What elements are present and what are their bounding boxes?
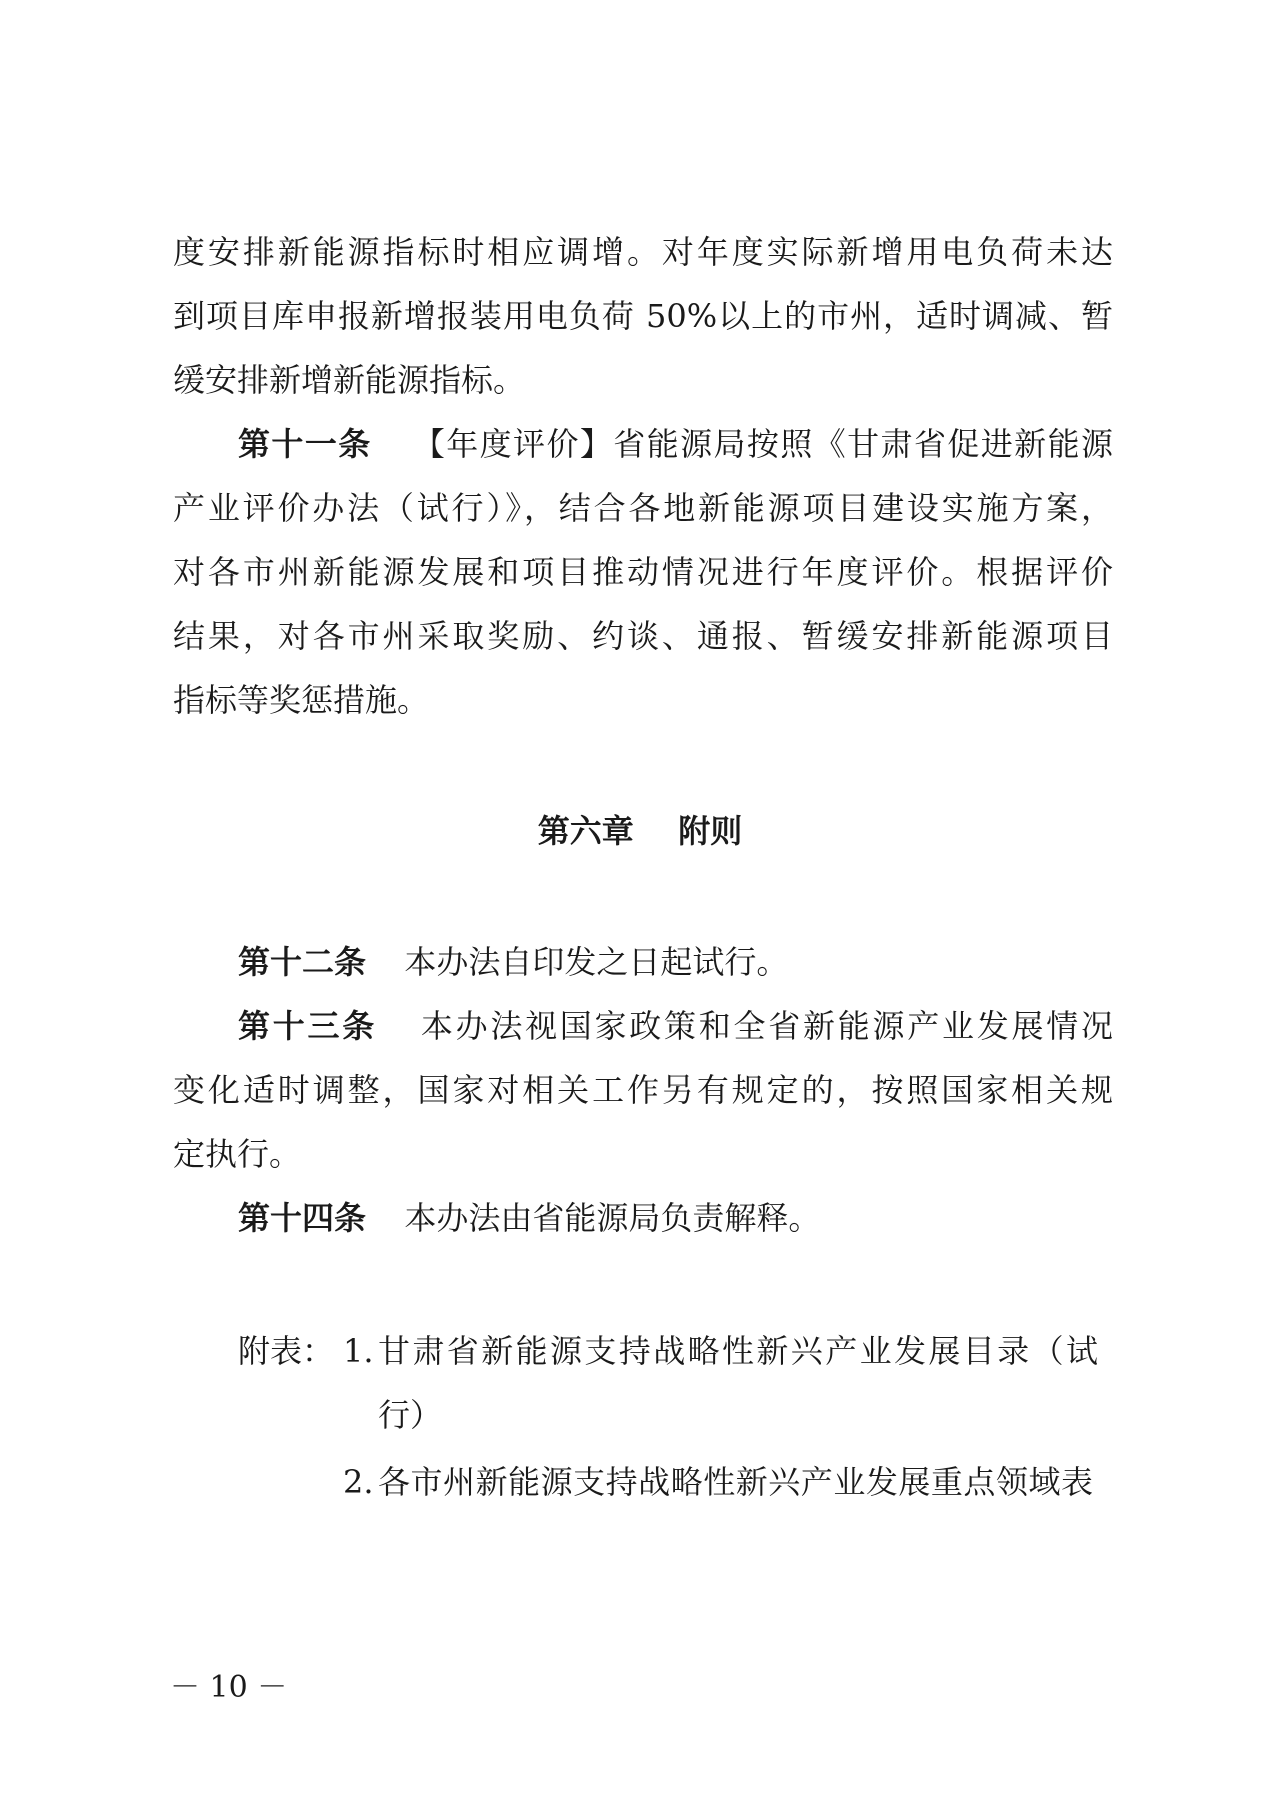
article-14-label: 第十四条 xyxy=(238,1199,367,1237)
attachment-2-number: 2. xyxy=(343,1463,374,1501)
article-13-text: 本办法视国家政策和全省新能源产业发展情况 xyxy=(420,1007,1113,1045)
article-12-line xyxy=(238,942,1113,982)
article-12-label: 第十二条 xyxy=(238,943,367,981)
attachment-1-title: 甘肃省新能源支持战略性新兴产业发展目录（试 xyxy=(378,1332,1098,1370)
paragraph-line: 定执行。 xyxy=(173,1135,302,1173)
article-11-label: 第十一条 xyxy=(238,425,372,463)
paragraph-line: 对各市州新能源发展和项目推动情况进行年度评价。根据评价 xyxy=(173,553,1113,591)
paragraph-line: 缓安排新增新能源指标。 xyxy=(173,361,526,399)
attachment-2-title: 各市州新能源支持战略性新兴产业发展重点领域表 xyxy=(378,1463,1093,1501)
chapter-heading: 第六章 附则 xyxy=(537,812,743,850)
article-13-first-line xyxy=(238,1006,1113,1046)
attachments-label: 附表： xyxy=(238,1332,335,1370)
paragraph-line: 结果，对各市州采取奖励、约谈、通报、暂缓安排新能源项目 xyxy=(173,617,1113,655)
article-12-text: 本办法自印发之日起试行。 xyxy=(404,943,789,981)
page-number: － 10 － xyxy=(170,1670,288,1705)
paragraph-line: 变化适时调整，国家对相关工作另有规定的，按照国家相关规 xyxy=(173,1071,1113,1109)
article-11-first-line xyxy=(238,424,1113,464)
article-14-line xyxy=(238,1198,1113,1238)
paragraph-line: 度安排新能源指标时相应调增。对年度实际新增用电负荷未达 xyxy=(173,233,1113,271)
paragraph-line: 产业评价办法（试行）》，结合各地新能源项目建设实施方案， xyxy=(173,489,1113,527)
paragraph-line: 到项目库申报新增报装用电负荷 50%以上的市州，适时调减、暂 xyxy=(173,297,1113,335)
article-14-text: 本办法由省能源局负责解释。 xyxy=(404,1199,821,1237)
article-11-text: 【年度评价】省能源局按照《甘肃省促进新能源 xyxy=(412,425,1114,463)
attachment-1-number: 1. xyxy=(343,1332,374,1370)
attachment-1-title-cont: 行） xyxy=(378,1396,443,1434)
paragraph-line: 指标等奖惩措施。 xyxy=(173,681,430,719)
article-13-label: 第十三条 xyxy=(238,1007,377,1045)
